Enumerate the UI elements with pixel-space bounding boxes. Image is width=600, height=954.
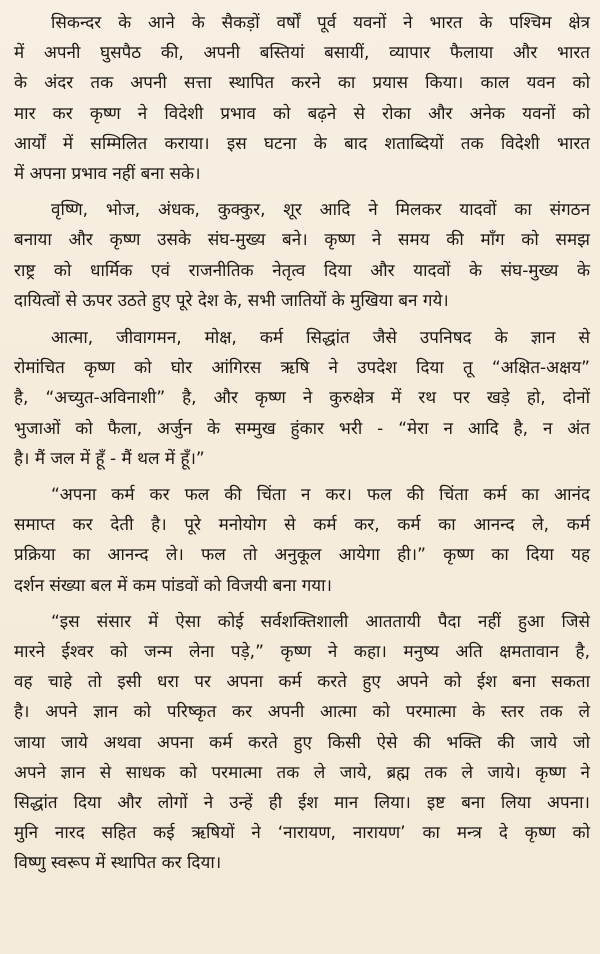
text-line: सिद्धांत दिया और लोगों ने उन्हें ही ईश मान लिया। इष्ट बना लिया अपना। — [14, 793, 590, 814]
paragraph-1 — [14, 8, 590, 189]
text-line: वृष्णि, भोज, अंधक, कुक्कुर, शूर आदि ने मिलकर यादवों का संगठन — [51, 200, 590, 221]
text-line: है। अपने ज्ञान को परिष्कृत कर अपनी आत्मा को परमात्मा के स्तर तक ले — [14, 702, 590, 723]
text-line: मार कर कृष्ण ने विदेशी प्रभाव को बढ़ने से रोका और अनेक यवनों को — [14, 103, 590, 124]
text-line: विष्णु स्वरूप में स्थापित कर दिया। — [14, 853, 222, 874]
text-line: दायित्वों से ऊपर उठते हुए पूरे देश के, सभी जातियों के मुखिया बन गये। — [14, 290, 449, 311]
text-line: के अंदर तक अपनी सत्ता स्थापित करने का प्रयास किया। काल यवन को — [14, 73, 590, 94]
text-line: वह चाहे तो इसी धरा पर अपना कर्म करते हुए अपने को ईश बना सकता — [14, 672, 590, 693]
text-line: में अपनी घुसपैठ की, अपनी बस्तियां बसायीं, व्यापार फैलाया और भारत — [14, 43, 590, 64]
text-line: आत्मा, जीवागमन, मोक्ष, कर्म सिद्धांत जैसे उपनिषद के ज्ञान से — [51, 328, 590, 349]
text-line: भुजाओं को फैला, अर्जुन के सम्मुख हुंकार भरी - “मेरा न आदि है, न अंत — [14, 418, 590, 439]
text-line: है। मैं जल में हूँ - मैं थल में हूँ।” — [14, 448, 205, 469]
text-line: राष्ट्र को धार्मिक एवं राजनीतिक नेतृत्व दिया और यादवों के संघ-मुख्य के — [14, 260, 590, 281]
text-line: प्रक्रिया का आनन्द ले। फल तो अनुकूल आयेगा ही।” कृष्ण का दिया यह — [14, 545, 590, 566]
paragraph-4 — [14, 480, 590, 601]
text-line: आर्यों में सम्मिलित कराया। इस घटना के बाद शताब्दियों तक विदेशी भारत — [14, 133, 590, 154]
text-line: समाप्त कर देती है। पूरे मनोयोग से कर्म कर, कर्म का आनन्द ले, कर्म — [14, 515, 590, 536]
text-line: में अपना प्रभाव नहीं बना सके। — [14, 164, 201, 185]
text-line: अपने ज्ञान से साधक को परमात्मा तक ले जाये, ब्रह्म तक ले जाये। कृष्ण ने — [14, 762, 590, 783]
paragraph-3 — [14, 323, 590, 474]
paragraph-2 — [14, 195, 590, 316]
paragraph-5 — [14, 607, 590, 879]
text-line: “अपना कर्म कर फल की चिंता न कर। फल की चिंता कर्म का आनंद — [51, 485, 590, 506]
text-line: मारने ईश्वर को जन्म लेना पड़े,” कृष्ण ने कहा। मनुष्य अति क्षमतावान है, — [14, 642, 590, 663]
text-line: सिकन्दर के आने के सैकड़ों वर्षों पूर्व यवनों ने भारत के पश्चिम क्षेत्र — [51, 13, 590, 33]
text-line: दर्शन संख्या बल में कम पांडवों को विजयी बना गया। — [14, 575, 332, 596]
text-line: है, “अच्युत-अविनाशी” है, और कृष्ण ने कुरुक्षेत्र में रथ पर खड़े हो, दोनों — [14, 388, 590, 409]
text-line: रोमांचित कृष्ण को घोर आंगिरस ऋषि ने उपदेश दिया तू “अक्षित-अक्षय” — [14, 358, 590, 379]
text-line: “इस संसार में ऐसा कोई सर्वशक्तिशाली आततायी पैदा नहीं हुआ जिसे — [51, 611, 590, 632]
text-line: मुनि नारद सहित कई ऋषियों ने ‘नारायण, नारायण’ का मन्त्र दे कृष्ण को — [14, 823, 590, 844]
text-line: जाया जाये अथवा अपना कर्म करते हुए किसी ऐसे की भक्ति की जाये जो — [14, 732, 590, 753]
text-line: बनाया और कृष्ण उसके संघ-मुख्य बने। कृष्ण ने समय की माँग को समझ — [14, 230, 590, 251]
